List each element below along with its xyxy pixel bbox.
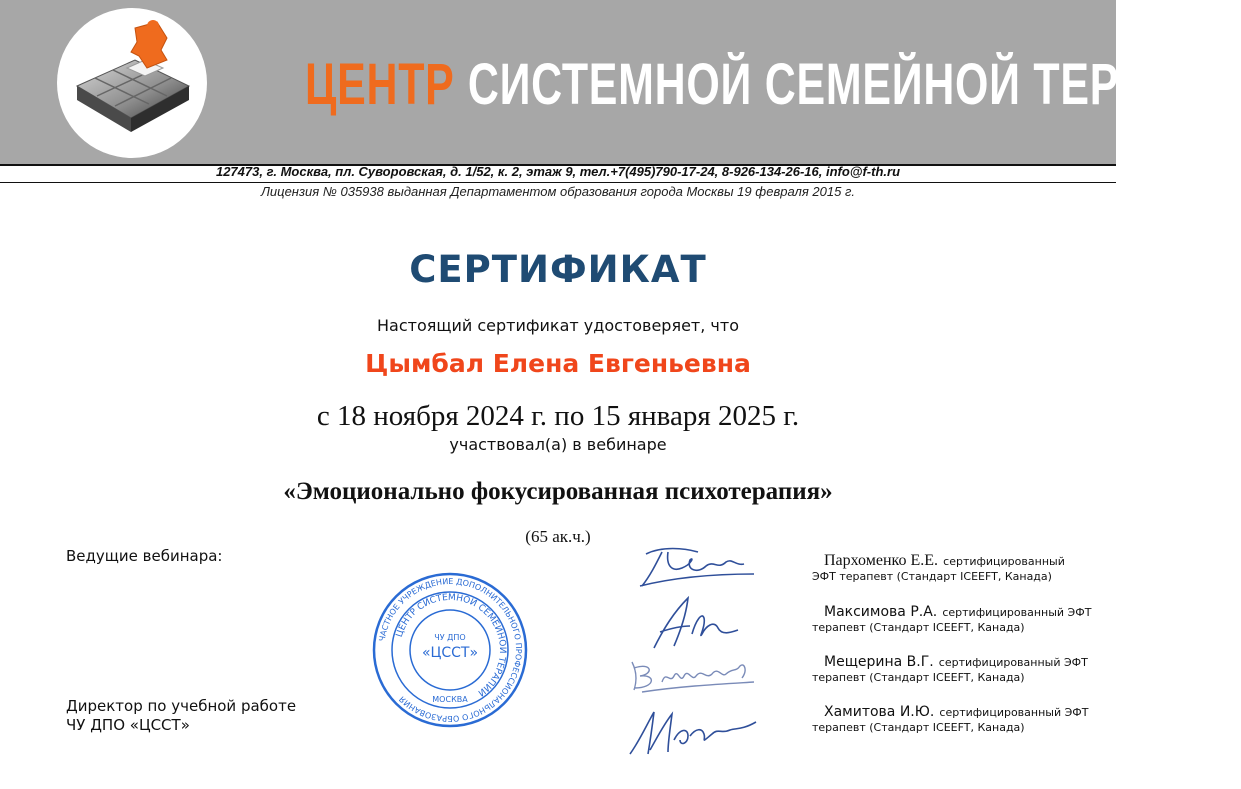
hosts-label: Ведущие вебинара:	[66, 547, 223, 565]
trainer-khamitova	[812, 703, 1108, 735]
signature-meshcherina	[622, 652, 762, 697]
center-name-accent: ЦЕНТР	[305, 52, 455, 117]
trainer-desc-inline: сертифицированный ЭФТ	[938, 656, 1088, 669]
webinar-title: «Эмоционально фокусированная психотерапия»	[283, 478, 833, 505]
director-signature-block	[66, 697, 296, 735]
stamp-outer-ring-text: ЧАСТНОЕ УЧРЕЖДЕНИЕ ДОПОЛНИТЕЛЬНОГО ПРОФЕССИОНАЛЬНОГО ОБРАЗОВАНИЯ	[377, 576, 524, 723]
trainer-maksimova	[812, 603, 1108, 635]
stamp-city: МОСКВА	[432, 695, 468, 704]
date-range: с 18 ноября 2024 г. по 15 января 2025 г.	[316, 400, 800, 432]
signature-parkhomenko	[632, 540, 762, 595]
trainer-parkhomenko	[812, 552, 1108, 584]
signature-khamitova	[620, 700, 770, 760]
license-line: Лицензия № 035938 выданная Департаментом образования города Москвы 19 февраля 2015 г.	[261, 184, 855, 199]
center-name-rest: СИСТЕМНОЙ СЕМЕЙНОЙ ТЕРАПИИ	[467, 52, 1241, 117]
contact-address: 127473, г. Москва, пл. Суворовская, д. 1/52, к. 2, этаж 9, тел.+7(495)790-17-24, 8-926-134-26-16, info@f-th.ru	[215, 164, 901, 179]
trainer-desc-line: терапевт (Стандарт ICEEFT, Канада)	[812, 671, 1025, 684]
recipient-name: Цымбал Елена Евгеньевна	[365, 349, 751, 378]
trainer-desc-inline: сертифицированный ЭФТ	[942, 606, 1092, 619]
header-banner	[0, 0, 1241, 164]
participated-text: участвовал(а) в вебинаре	[449, 435, 667, 454]
trainer-meshcherina	[812, 653, 1108, 685]
center-name-title	[305, 52, 1241, 118]
stamp-org-abbr: «ЦССТ»	[421, 645, 479, 661]
puzzle-logo-icon	[57, 8, 207, 158]
certificate-title: СЕРТИФИКАТ	[409, 248, 707, 291]
stamp-inner-ring-text: ЦЕНТР СИСТЕМНОЙ СЕМЕЙНОЙ ТЕРАПИИ	[394, 592, 508, 698]
signature-maksimova	[640, 588, 750, 658]
trainer-desc-line: терапевт (Стандарт ICEEFT, Канада)	[812, 721, 1025, 734]
trainer-name: Пархоменко Е.Е.	[824, 552, 939, 569]
logo	[57, 8, 207, 158]
header-divider-bottom	[0, 182, 1116, 183]
trainer-desc-inline: сертифицированный ЭФТ	[939, 706, 1089, 719]
director-organization: ЧУ ДПО «ЦССТ»	[66, 716, 190, 734]
trainer-desc-line: ЭФТ терапевт (Стандарт ICEEFT, Канада)	[812, 570, 1052, 583]
trainer-name: Хамитова И.Ю.	[824, 704, 935, 720]
official-stamp	[370, 570, 530, 730]
stamp-org-type: ЧУ ДПО	[434, 633, 466, 642]
trainer-name: Максимова Р.А.	[824, 604, 938, 620]
trainer-desc-inline: сертифицированный	[943, 555, 1065, 568]
director-title: Директор по учебной работе	[66, 697, 297, 715]
trainer-name: Мещерина В.Г.	[824, 654, 934, 670]
certifies-text: Настоящий сертификат удостоверяет, что	[377, 316, 739, 335]
trainer-desc-line: терапевт (Стандарт ICEEFT, Канада)	[812, 621, 1025, 634]
academic-hours: (65 ак.ч.)	[525, 527, 591, 546]
